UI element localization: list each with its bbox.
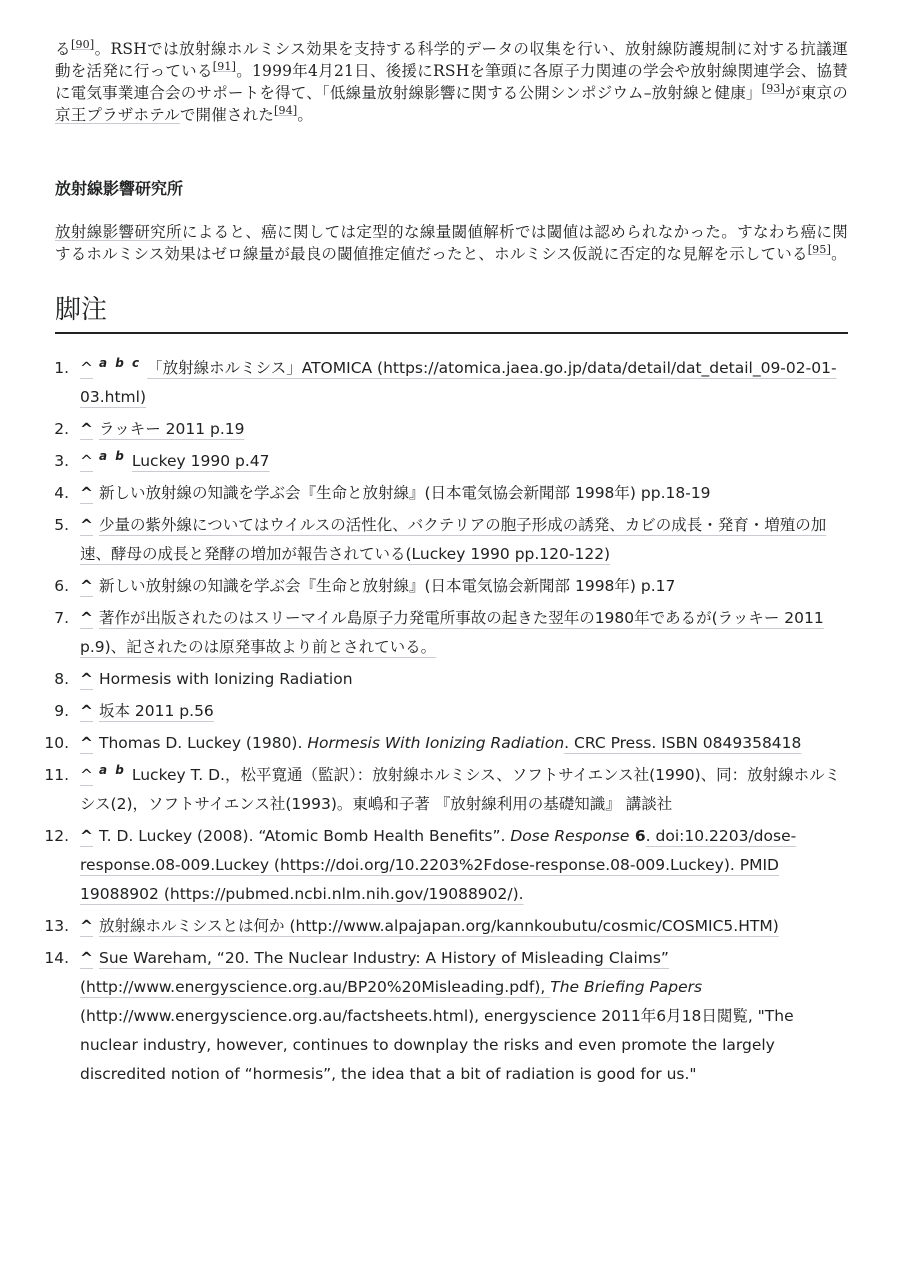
footnote-number: 4. bbox=[54, 484, 69, 502]
footnote-text: (http://www.energyscience.org.au/factsheets.html), energyscience 2011年6月18日閲覧, "The nuclear industry, however, continues to downplay the risks and even promote the largely discredited notion of “hormesis”, the idea that a bit of radiation is good for us." bbox=[80, 1007, 794, 1083]
rerf-link[interactable]: 放射線影響研究所 bbox=[55, 223, 182, 241]
citation-94[interactable]: [94] bbox=[274, 103, 298, 117]
footnote-number: 5. bbox=[54, 516, 69, 534]
footnote-number: 3. bbox=[54, 452, 69, 470]
text-run: る bbox=[55, 40, 71, 58]
footnote-item bbox=[44, 912, 848, 941]
footnote-text: T. D. Luckey (2008). “Atomic Bomb Health Benefits”. bbox=[99, 827, 511, 845]
footnote-number: 2. bbox=[54, 420, 69, 438]
backlink-caret[interactable]: ^ bbox=[80, 949, 93, 967]
footnotes-list bbox=[44, 354, 848, 1089]
backlink-caret[interactable]: ^ bbox=[80, 917, 93, 935]
backlink-caret[interactable]: ^ bbox=[80, 734, 93, 752]
backlink-caret: ^ bbox=[80, 452, 93, 470]
text-run: 。 bbox=[297, 106, 314, 124]
backlinks[interactable]: a b bbox=[99, 448, 126, 463]
text-run: によると、癌に関しては定型的な線量閾値解析では閾値は認められなかった。すなわち癌に関するホルミシス効果はゼロ線量が最良の閾値推定値だったと、ホルミシス仮説に否定的な見解を示している bbox=[55, 223, 848, 263]
footnote-number: 10. bbox=[44, 734, 69, 752]
footnote-number: 6. bbox=[54, 577, 69, 595]
section-paragraph bbox=[55, 221, 848, 265]
footnote-text[interactable]: 坂本 2011 p.56 bbox=[99, 702, 214, 720]
footnote-item bbox=[44, 944, 848, 1089]
article-body bbox=[44, 37, 848, 1092]
footnote-text[interactable]: 「放射線ホルミシス」ATOMICA (https://atomica.jaea.go.jp/data/detail/dat_detail_09-02-01-03.html) bbox=[80, 359, 837, 406]
intro-paragraph bbox=[55, 38, 848, 126]
footnote-volume: 6 bbox=[629, 827, 646, 845]
footnote-title: Hormesis With Ionizing Radiation bbox=[307, 734, 565, 752]
footnote-text[interactable]: Sue Wareham, “20. The Nuclear Industry: A History of Misleading Claims” (http://www.energyscience.org.au/BP20%20Misleading.pdf), bbox=[80, 949, 669, 996]
footnote-number: 13. bbox=[44, 917, 69, 935]
footnote-number: 9. bbox=[54, 702, 69, 720]
footnote-item bbox=[55, 479, 848, 508]
backlink-caret[interactable]: ^ bbox=[80, 702, 93, 720]
footnote-item bbox=[55, 415, 848, 444]
footnote-number: 11. bbox=[44, 766, 69, 784]
footnote-item bbox=[55, 604, 848, 662]
backlink-caret[interactable]: ^ bbox=[80, 670, 93, 688]
backlink-caret[interactable]: ^ bbox=[80, 516, 93, 534]
backlink-caret: ^ bbox=[80, 359, 93, 377]
backlink-caret: ^ bbox=[80, 766, 93, 784]
footnote-text: Luckey T. D.，松平寛通（監訳）：放射線ホルミシス、ソフトサイエンス社(1990)、同：放射線ホルミシス(2)，ソフトサイエンス社(1993)。東嶋和子著 『放射線利用の基礎知識』 講談社 bbox=[80, 766, 841, 813]
footnote-text[interactable]: ラッキー 2011 p.19 bbox=[99, 420, 245, 438]
backlink-caret[interactable]: ^ bbox=[80, 577, 93, 595]
backlinks[interactable]: a b bbox=[99, 762, 126, 777]
footnote-text: 新しい放射線の知識を学ぶ会『生命と放射線』(日本電気協会新聞部 1998年) pp.18-19 bbox=[99, 484, 711, 502]
footnote-number: 14. bbox=[44, 949, 69, 967]
footnote-text: Thomas D. Luckey (1980). bbox=[99, 734, 308, 752]
footnote-item bbox=[55, 354, 848, 412]
footnote-text: 著作が出版されたのはスリーマイル島原子力発電所事故の起きた翌年の1980年であるが(ラッキー 2011 p.9)、記されたのは原発事故より前とされている。 bbox=[80, 609, 824, 656]
citation-93[interactable]: [93] bbox=[761, 81, 786, 95]
footnote-text[interactable]: Luckey 1990 p.47 bbox=[131, 452, 270, 470]
footnote-text: Hormesis with Ionizing Radiation bbox=[99, 670, 353, 688]
citation-95[interactable]: [95] bbox=[807, 242, 832, 256]
text-run: で開催された bbox=[179, 106, 275, 124]
footnote-doi-link[interactable]: . doi:10.2203/dose-response.08-009.Luckey (https://doi.org/10.2203%2Fdose-response.08-009.Luckey). PMID 19088902 (https://pubmed.ncbi.nlm.nih.gov/19088902/). bbox=[80, 827, 797, 903]
footnote-text: 少量の紫外線についてはウイルスの活性化、バクテリアの胞子形成の誘発、カビの成長・発育・増殖の加速、酵母の成長と発酵の増加が報告されている(Luckey 1990 pp.120-122) bbox=[80, 516, 827, 563]
footnote-item bbox=[55, 665, 848, 694]
footnote-item bbox=[44, 761, 848, 819]
footnote-journal: Dose Response bbox=[510, 827, 630, 845]
footnote-item bbox=[55, 697, 848, 726]
backlink-caret[interactable]: ^ bbox=[80, 420, 93, 438]
text-run: 。1999年4月21日、後援にRSHを筆頭に各原子力関連の学会や放射線関連学会、協賛に電気事業連合会のサポートを得て、「低線量放射線影響に関する公開シンポジウム–放射線と健康」 bbox=[55, 62, 848, 102]
footnote-text[interactable]: 放射線ホルミシスとは何か (http://www.alpajapan.org/kannkoubutu/cosmic/COSMIC5.HTM) bbox=[99, 917, 779, 935]
backlinks[interactable]: a b c bbox=[99, 355, 142, 370]
text-run: 。RSHでは放射線ホルミシス効果を支持する科学的データの収集を行い、放射線防護規制に対する抗議運動を活発に行っている bbox=[55, 40, 848, 80]
text-run: が東京の bbox=[785, 84, 848, 102]
footnote-item bbox=[55, 447, 848, 476]
footnote-item bbox=[55, 572, 848, 601]
footnote-title[interactable]: The Briefing Papers bbox=[550, 978, 703, 996]
footnote-text: 新しい放射線の知識を学ぶ会『生命と放射線』(日本電気協会新聞部 1998年) p.17 bbox=[99, 577, 676, 595]
footnote-number: 1. bbox=[54, 359, 69, 377]
text-run: 。 bbox=[831, 245, 847, 263]
citation-91[interactable]: [91] bbox=[212, 59, 237, 73]
footnote-item bbox=[55, 511, 848, 569]
citation-90[interactable]: [90] bbox=[70, 37, 95, 51]
section-heading: 放射線影響研究所 bbox=[55, 179, 184, 198]
backlink-caret[interactable]: ^ bbox=[80, 609, 93, 627]
footnote-isbn[interactable]: . CRC Press. ISBN 0849358418 bbox=[564, 734, 802, 752]
footnote-number: 7. bbox=[54, 609, 69, 627]
footnote-number: 12. bbox=[44, 827, 69, 845]
backlink-caret[interactable]: ^ bbox=[80, 827, 93, 845]
keio-plaza-link[interactable]: 京王プラザホテル bbox=[55, 106, 180, 124]
backlink-caret[interactable]: ^ bbox=[80, 484, 93, 502]
footnotes-title: 脚注 bbox=[55, 289, 848, 334]
footnote-item bbox=[44, 822, 848, 909]
footnote-number: 8. bbox=[54, 670, 69, 688]
footnote-item bbox=[44, 729, 848, 758]
